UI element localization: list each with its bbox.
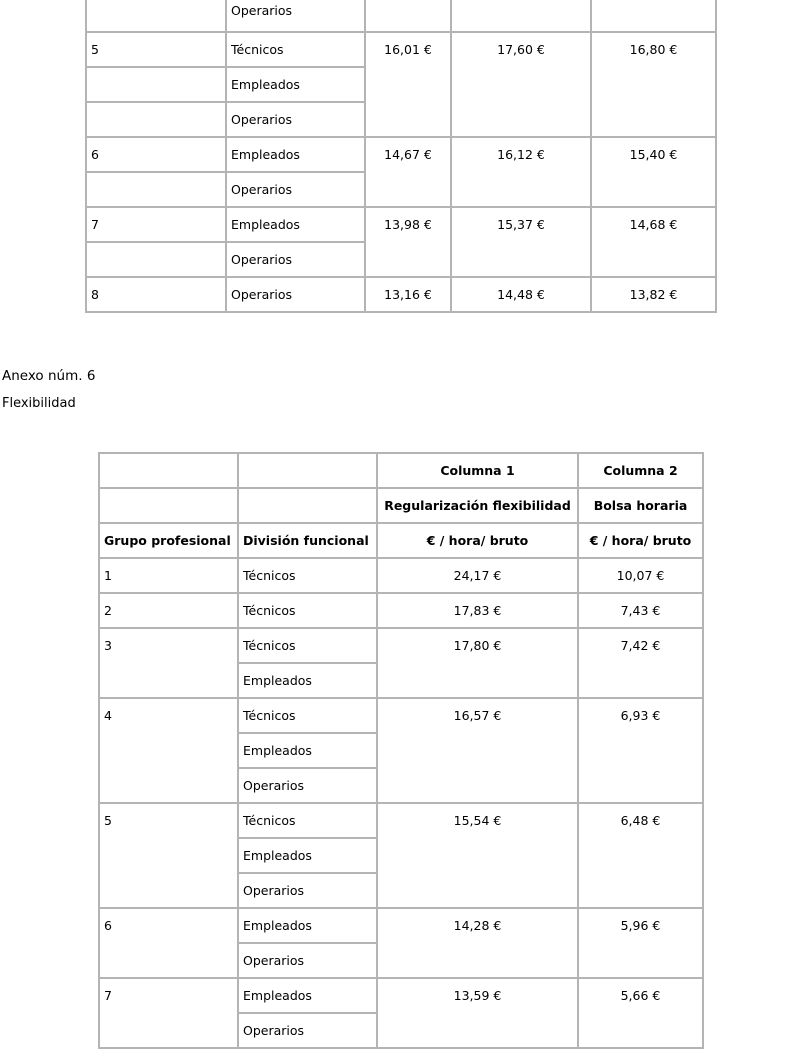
division-header: División funcional [238, 523, 377, 558]
division-cell: Técnicos [238, 558, 377, 593]
value-cell: 15,40 € [591, 137, 716, 207]
header-cell [99, 488, 238, 523]
value-cell [451, 0, 591, 32]
group-cell: 8 [86, 277, 226, 312]
division-cell: Operarios [226, 242, 365, 277]
value-cell: 13,82 € [591, 277, 716, 312]
table-row [99, 908, 703, 943]
value-cell: 17,80 € [377, 628, 578, 698]
header-cell [99, 453, 238, 488]
division-cell: Empleados [238, 908, 377, 943]
group-cell [86, 172, 226, 207]
value-cell: 10,07 € [578, 558, 703, 593]
annex-subtitle: Flexibilidad [2, 396, 76, 411]
column-1-title: Columna 1 [377, 453, 578, 488]
group-cell [86, 242, 226, 277]
value-cell: 7,42 € [578, 628, 703, 698]
division-cell: Empleados [238, 838, 377, 873]
division-cell: Operarios [238, 1013, 377, 1048]
group-cell: 6 [86, 137, 226, 172]
value-cell: 15,54 € [377, 803, 578, 908]
division-cell: Operarios [238, 943, 377, 978]
value-cell: 14,68 € [591, 207, 716, 277]
header-row [99, 488, 703, 523]
annex-title: Anexo núm. 6 [2, 368, 96, 384]
column-1-subtitle: Regularización flexibilidad [377, 488, 578, 523]
division-cell: Operarios [226, 277, 365, 312]
column-2-unit: € / hora/ bruto [578, 523, 703, 558]
value-cell: 6,93 € [578, 698, 703, 803]
table-row [86, 0, 716, 32]
division-cell: Técnicos [238, 593, 377, 628]
table-row [86, 207, 716, 242]
table-row [99, 978, 703, 1013]
flexibility-table [98, 452, 704, 1049]
value-cell: 13,16 € [365, 277, 451, 312]
header-cell [238, 488, 377, 523]
group-cell: 2 [99, 593, 238, 628]
value-cell: 17,60 € [451, 32, 591, 137]
value-cell: 16,80 € [591, 32, 716, 137]
group-cell: 5 [86, 32, 226, 67]
division-cell: Técnicos [238, 698, 377, 733]
header-row [99, 453, 703, 488]
group-cell: 5 [99, 803, 238, 908]
column-2-subtitle: Bolsa horaria [578, 488, 703, 523]
group-cell: 4 [99, 698, 238, 803]
value-cell: 14,28 € [377, 908, 578, 978]
value-cell [365, 0, 451, 32]
group-cell [86, 67, 226, 102]
division-cell: Técnicos [226, 32, 365, 67]
group-header: Grupo profesional [99, 523, 238, 558]
division-cell: Empleados [226, 207, 365, 242]
header-row [99, 523, 703, 558]
value-cell: 16,12 € [451, 137, 591, 207]
division-cell: Empleados [226, 137, 365, 172]
group-cell: 1 [99, 558, 238, 593]
division-cell: Empleados [238, 978, 377, 1013]
division-cell: Operarios [226, 0, 365, 32]
division-cell: Operarios [238, 873, 377, 908]
value-cell: 14,48 € [451, 277, 591, 312]
value-cell: 13,59 € [377, 978, 578, 1048]
column-1-unit: € / hora/ bruto [377, 523, 578, 558]
value-cell: 24,17 € [377, 558, 578, 593]
table-row [99, 628, 703, 663]
value-cell [591, 0, 716, 32]
table-row [99, 803, 703, 838]
division-cell: Empleados [238, 663, 377, 698]
group-cell [86, 0, 226, 32]
division-cell: Operarios [226, 102, 365, 137]
value-cell: 14,67 € [365, 137, 451, 207]
column-2-title: Columna 2 [578, 453, 703, 488]
division-cell: Técnicos [238, 803, 377, 838]
value-cell: 6,48 € [578, 803, 703, 908]
group-cell: 6 [99, 908, 238, 978]
value-cell: 13,98 € [365, 207, 451, 277]
group-cell [86, 102, 226, 137]
group-cell: 7 [99, 978, 238, 1048]
division-cell: Empleados [226, 67, 365, 102]
division-cell: Empleados [238, 733, 377, 768]
value-cell: 7,43 € [578, 593, 703, 628]
division-cell: Operarios [226, 172, 365, 207]
table-row [86, 277, 716, 312]
table-row [86, 137, 716, 172]
value-cell: 17,83 € [377, 593, 578, 628]
table-row [99, 698, 703, 733]
header-cell [238, 453, 377, 488]
value-cell: 5,96 € [578, 908, 703, 978]
value-cell: 15,37 € [451, 207, 591, 277]
table-row [99, 558, 703, 593]
division-cell: Operarios [238, 768, 377, 803]
table-row [99, 593, 703, 628]
division-cell: Técnicos [238, 628, 377, 663]
group-cell: 7 [86, 207, 226, 242]
salary-table-continuation [85, 0, 717, 313]
table-row [86, 32, 716, 67]
group-cell: 3 [99, 628, 238, 698]
value-cell: 5,66 € [578, 978, 703, 1048]
value-cell: 16,01 € [365, 32, 451, 137]
value-cell: 16,57 € [377, 698, 578, 803]
